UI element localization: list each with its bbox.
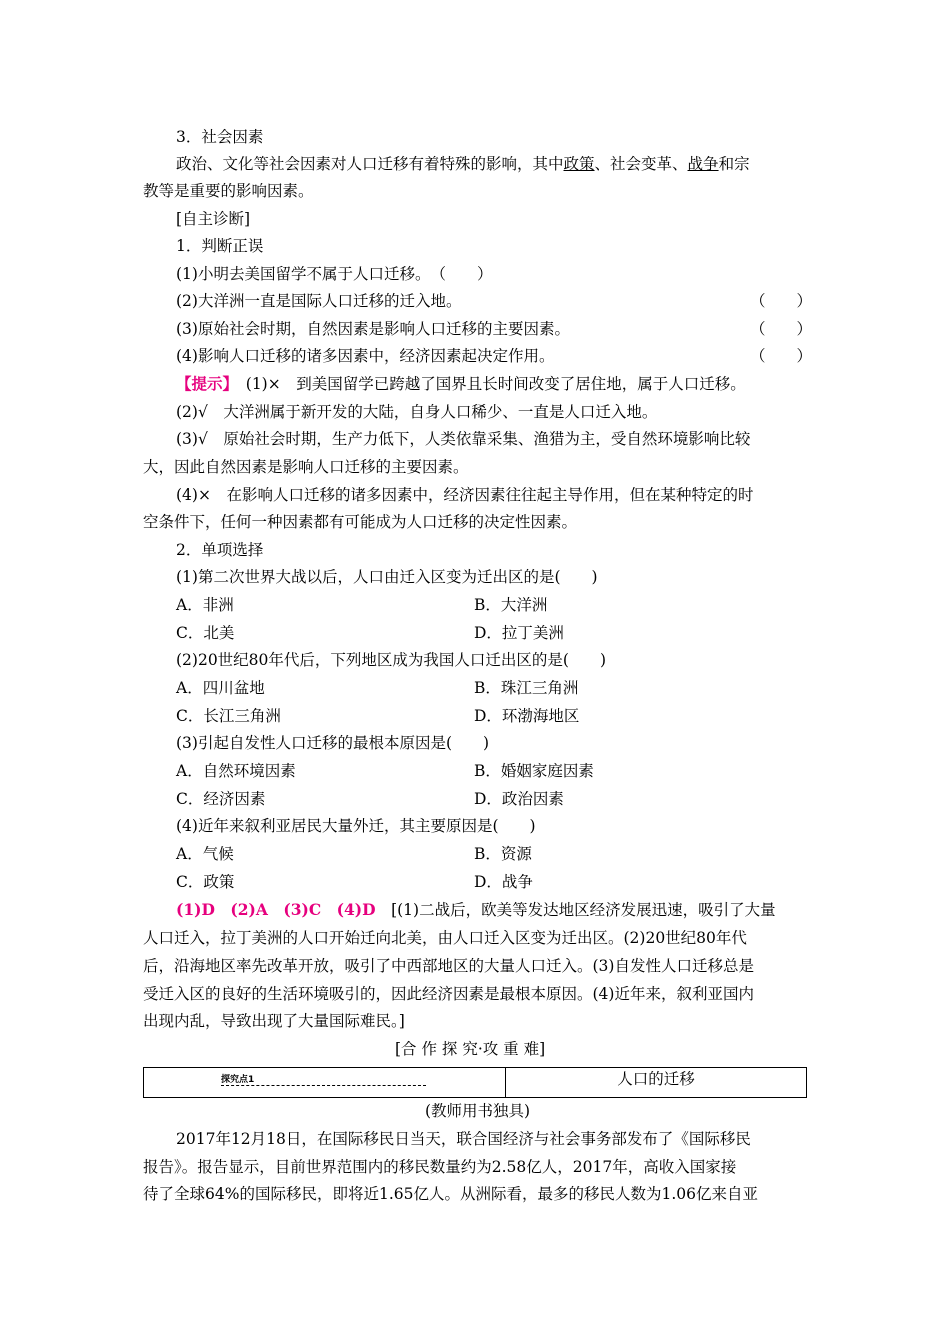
text-run: 政治、文化等社会因素对人口迁移有着特殊的影响，其中 [176, 155, 564, 173]
mc-stem: (1)第二次世界大战以后，人口由迁入区变为迁出区的是( ) [176, 568, 598, 586]
true-false-item: (3)原始社会时期，自然因素是影响人口迁移的主要因素。 [176, 320, 570, 338]
answer-line [176, 900, 776, 920]
mc-option: A．自然环境因素 [176, 762, 296, 780]
section-paragraph-line [176, 154, 750, 174]
section-heading: 3．社会因素 [176, 128, 264, 146]
section-banner: [合 作 探 究·攻 重 难] [395, 1040, 546, 1058]
hint-line: (4)× 在影响人口迁移的诸多因素中，经济因素往往起主导作用，但在某种特定的时 [176, 486, 754, 504]
mc-stem: (4)近年来叙利亚居民大量外迁，其主要原因是( ) [176, 817, 536, 835]
mc-option: D．战争 [474, 873, 533, 891]
hint-line: 空条件下，任何一种因素都有可能成为人口迁移的决定性因素。 [143, 513, 578, 531]
teacher-note: (教师用书独具) [425, 1102, 531, 1120]
hint-line: 大，因此自然因素是影响人口迁移的主要因素。 [143, 458, 469, 476]
mc-option: C．长江三角洲 [176, 707, 281, 725]
section-paragraph-line: 教等是重要的影响因素。 [143, 182, 314, 200]
true-false-item: (1)小明去美国留学不属于人口迁移。 （ ） [176, 265, 493, 283]
body-line: 待了全球64%的国际移民，即将近1.65亿人。从洲际看，最多的移民人数为1.06亿来自亚 [143, 1185, 758, 1203]
mc-option: A．四川盆地 [176, 679, 265, 697]
probe-tag-cell [144, 1068, 506, 1098]
mc-option: B．婚姻家庭因素 [474, 762, 594, 780]
probe-title: 人口的迁移 [617, 1070, 695, 1088]
mc-stem: (3)引起自发性人口迁移的最根本原因是( ) [176, 734, 490, 752]
body-line: 报告》。报告显示，目前世界范围内的移民数量约为2.58亿人，2017年，高收入国家接 [143, 1158, 737, 1176]
mc-stem: (2)20世纪80年代后，下列地区成为我国人口迁出区的是( ) [176, 651, 606, 669]
hint-line: (2)√ 大洋洲属于新开发的大陆，自身人口稀少、一直是人口迁入地。 [176, 403, 658, 421]
true-false-item: (4)影响人口迁移的诸多因素中，经济因素起决定作用。 [176, 347, 555, 365]
mc-option: C．北美 [176, 624, 235, 642]
hint-text: (1)× 到美国留学已跨越了国界且长时间改变了居住地，属于人口迁移。 [230, 375, 746, 393]
answer-paren: （ ） [750, 292, 813, 310]
text-run: 、社会变革、 [594, 155, 688, 173]
probe-tag: 探究点1 [221, 1075, 426, 1086]
hint-line: (3)√ 原始社会时期，生产力低下，人类依靠采集、渔猎为主，受自然环境影响比较 [176, 430, 751, 448]
mc-option: C．经济因素 [176, 790, 266, 808]
explanation-line: 出现内乱，导致出现了大量国际难民。] [143, 1012, 405, 1030]
probe-table [143, 1067, 807, 1098]
body-line: 2017年12月18日，在国际移民日当天，联合国经济与社会事务部发布了《国际移民 [176, 1130, 751, 1148]
mc-option: B．珠江三角洲 [474, 679, 579, 697]
underlined-term: 战争 [687, 155, 719, 173]
probe-title-cell [506, 1068, 807, 1098]
explanation-line: 后，沿海地区率先改革开放，吸引了中西部地区的大量人口迁入。(3)自发性人口迁移总是 [143, 957, 754, 975]
text-run: 和宗 [718, 155, 750, 173]
true-false-item: (2)大洋洲一直是国际人口迁移的迁入地。 [176, 292, 462, 310]
question-heading: 2．单项选择 [176, 541, 264, 559]
underlined-term: 政策 [563, 155, 595, 173]
mc-option: A．非洲 [176, 596, 234, 614]
question-heading: 1．判断正误 [176, 237, 264, 255]
mc-option: D．政治因素 [474, 790, 564, 808]
hint-label: 【提示】 [176, 374, 231, 393]
mc-option: D．拉丁美洲 [474, 624, 564, 642]
mc-option: B．资源 [474, 845, 532, 863]
answer-paren: （ ） [750, 320, 813, 338]
mc-option: D．环渤海地区 [474, 707, 580, 725]
mc-option: C．政策 [176, 873, 235, 891]
explanation-text: [(1)二战后，欧美等发达地区经济发展迅速，吸引了大量 [375, 901, 776, 919]
self-diagnosis-label: [自主诊断] [176, 210, 251, 228]
answer-paren: （ ） [750, 347, 813, 365]
explanation-line: 受迁入区的良好的生活环境吸引的，因此经济因素是最根本原因。(4)近年来，叙利亚国内 [143, 985, 754, 1003]
mc-option: A．气候 [176, 845, 234, 863]
explanation-line: 人口迁入，拉丁美洲的人口开始迁向北美，由人口迁入区变为迁出区。(2)20世纪80年代 [143, 929, 747, 947]
hint-line [176, 374, 746, 394]
mc-option: B．大洋洲 [474, 596, 548, 614]
answer-key: (1)D (2)A (3)C (4)D [176, 900, 376, 919]
